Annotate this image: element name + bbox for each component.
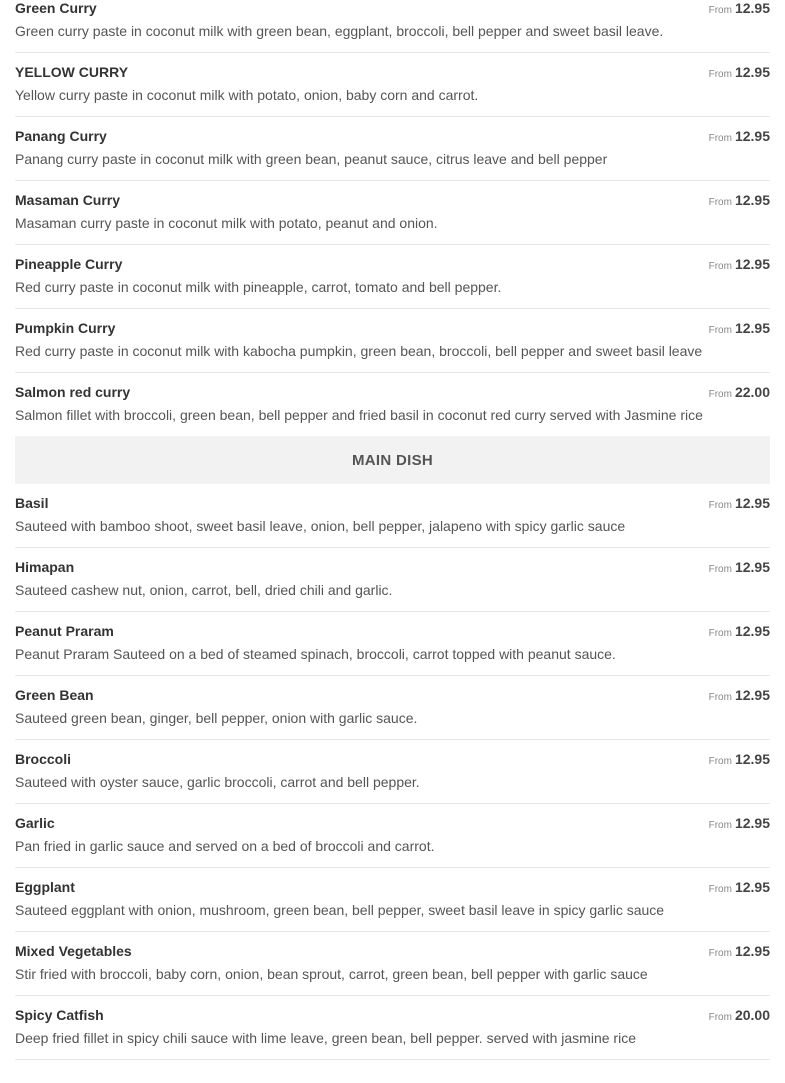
item-price — [709, 320, 770, 339]
item-description: Salmon fillet with broccoli, green bean, bell pepper and fried basil in coconut red curry served with Jasmine rice — [15, 407, 703, 423]
item-description: Sauteed with bamboo shoot, sweet basil leave, onion, bell pepper, jalapeno with spicy garlic sauce — [15, 518, 626, 534]
item-name: Basil — [15, 495, 49, 511]
menu-item[interactable] — [15, 804, 770, 868]
price-prefix: From — [708, 820, 732, 831]
item-price — [709, 943, 770, 962]
price-value: 12.95 — [734, 559, 770, 575]
menu-item[interactable] — [15, 740, 770, 804]
item-description: Green curry paste in coconut milk with green bean, eggplant, broccoli, bell pepper and sweet basil leave. — [15, 23, 664, 39]
menu-item[interactable] — [15, 676, 770, 740]
price-prefix: From — [708, 564, 732, 575]
price-prefix: From — [708, 500, 732, 511]
item-description: Red curry paste in coconut milk with pineapple, carrot, tomato and bell pepper. — [15, 279, 502, 295]
menu-item[interactable] — [15, 0, 770, 53]
item-name: Panang Curry — [15, 128, 107, 144]
menu-item[interactable] — [15, 932, 770, 996]
menu-item[interactable] — [15, 245, 770, 309]
price-prefix: From — [708, 261, 732, 272]
menu-item[interactable] — [15, 373, 770, 436]
price-value: 12.95 — [734, 64, 770, 80]
price-value: 22.00 — [734, 384, 770, 400]
item-price — [709, 64, 770, 83]
item-description: Sauteed eggplant with onion, mushroom, green bean, bell pepper, sweet basil leave in spicy garlic sauce — [15, 902, 665, 918]
item-description: Red curry paste in coconut milk with kabocha pumpkin, green bean, broccoli, bell pepper and sweet basil leave — [15, 343, 703, 359]
menu-item[interactable] — [15, 181, 770, 245]
item-price — [709, 128, 770, 147]
item-name: Pineapple Curry — [15, 256, 123, 272]
menu-item[interactable] — [15, 996, 770, 1060]
menu-item[interactable] — [15, 117, 770, 181]
item-description: Sauteed with oyster sauce, garlic broccoli, carrot and bell pepper. — [15, 774, 420, 790]
menu-item[interactable] — [15, 548, 770, 612]
item-price — [709, 384, 770, 403]
price-value: 12.95 — [734, 320, 770, 336]
item-name: Garlic — [15, 815, 55, 831]
item-description: Pan fried in garlic sauce and served on a bed of broccoli and carrot. — [15, 838, 435, 854]
item-name: Himapan — [15, 559, 75, 575]
menu-list — [15, 0, 770, 1060]
item-description: Masaman curry paste in coconut milk with potato, peanut and onion. — [15, 215, 438, 231]
item-description: Deep fried fillet in spicy chili sauce with lime leave, green bean, bell pepper. served with jasmine rice — [15, 1030, 636, 1046]
price-value: 12.95 — [734, 495, 770, 511]
price-value: 12.95 — [734, 128, 770, 144]
price-value: 12.95 — [734, 879, 770, 895]
price-prefix: From — [708, 389, 732, 400]
item-price — [709, 687, 770, 706]
item-price — [709, 879, 770, 898]
price-prefix: From — [708, 628, 732, 639]
price-prefix: From — [708, 756, 732, 767]
item-name: Salmon red curry — [15, 384, 131, 400]
item-price — [709, 623, 770, 642]
price-value: 12.95 — [734, 192, 770, 208]
item-price — [709, 0, 770, 19]
item-price — [709, 815, 770, 834]
price-value: 12.95 — [734, 0, 770, 16]
item-price — [709, 559, 770, 578]
item-name: Broccoli — [15, 751, 72, 767]
item-name: Peanut Praram — [15, 623, 114, 639]
item-price — [709, 751, 770, 770]
item-description: Panang curry paste in coconut milk with green bean, peanut sauce, citrus leave and bell pepper — [15, 151, 608, 167]
item-name: Spicy Catfish — [15, 1007, 104, 1023]
menu-item[interactable] — [15, 309, 770, 373]
main-dish-section-header — [15, 436, 770, 484]
curry-section — [15, 0, 770, 436]
item-price — [709, 1007, 770, 1026]
item-description: Sauteed cashew nut, onion, carrot, bell, dried chili and garlic. — [15, 582, 393, 598]
price-value: 12.95 — [734, 623, 770, 639]
price-prefix: From — [708, 197, 732, 208]
item-name: YELLOW CURRY — [15, 64, 129, 80]
price-prefix: From — [708, 325, 732, 336]
price-prefix: From — [708, 69, 732, 80]
main-dish-section — [15, 484, 770, 1060]
menu-item[interactable] — [15, 53, 770, 117]
menu-item[interactable] — [15, 484, 770, 548]
item-description: Stir fried with broccoli, baby corn, onion, bean sprout, carrot, green bean, bell pepper with garlic sauce — [15, 966, 648, 982]
item-description: Sauteed green bean, ginger, bell pepper, onion with garlic sauce. — [15, 710, 418, 726]
item-description: Yellow curry paste in coconut milk with potato, onion, baby corn and carrot. — [15, 87, 479, 103]
item-name: Masaman Curry — [15, 192, 121, 208]
price-value: 12.95 — [734, 687, 770, 703]
price-value: 12.95 — [734, 256, 770, 272]
menu-item[interactable] — [15, 868, 770, 932]
price-value: 12.95 — [734, 751, 770, 767]
item-price — [709, 256, 770, 275]
item-price — [709, 495, 770, 514]
item-name: Green Bean — [15, 687, 94, 703]
price-value: 12.95 — [734, 943, 770, 959]
item-description: Peanut Praram Sauteed on a bed of steamed spinach, broccoli, carrot topped with peanut sauce. — [15, 646, 616, 662]
price-prefix: From — [708, 1012, 732, 1023]
item-name: Eggplant — [15, 879, 75, 895]
price-value: 20.00 — [734, 1007, 770, 1023]
section-title: MAIN DISH — [351, 451, 434, 469]
menu-item[interactable] — [15, 612, 770, 676]
item-name: Green Curry — [15, 0, 97, 16]
price-prefix: From — [708, 5, 732, 16]
price-prefix: From — [708, 692, 732, 703]
price-prefix: From — [708, 948, 732, 959]
item-name: Pumpkin Curry — [15, 320, 116, 336]
item-name: Mixed Vegetables — [15, 943, 132, 959]
item-price — [709, 192, 770, 211]
price-prefix: From — [708, 884, 732, 895]
price-prefix: From — [708, 133, 732, 144]
price-value: 12.95 — [734, 815, 770, 831]
